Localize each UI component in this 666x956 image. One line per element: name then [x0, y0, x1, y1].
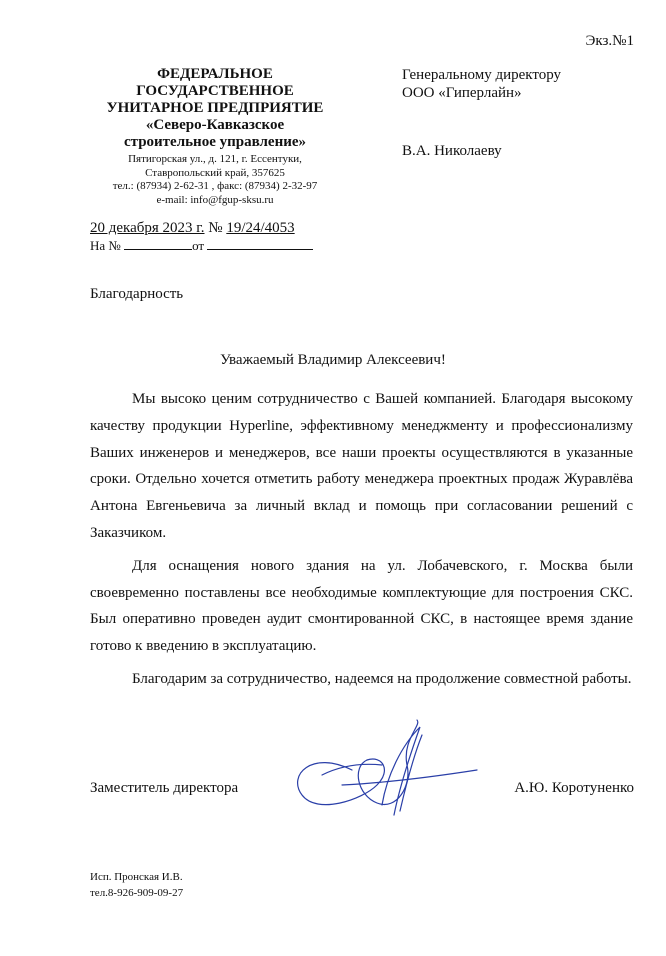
sender-name-line: ФЕДЕРАЛЬНОЕ — [157, 66, 273, 82]
recipient-company: ООО «Гиперлайн» — [402, 85, 522, 101]
signer-role: Заместитель директора — [90, 780, 239, 796]
sender-name-line: «Северо-Кавказское — [145, 117, 285, 133]
letter-date: 20 декабря 2023 г. — [90, 220, 205, 236]
reply-number-blank — [124, 237, 192, 250]
reply-date-blank — [207, 237, 313, 250]
sender-address — [80, 153, 350, 207]
body-paragraph: Для оснащения нового здания на ул. Лобачевского, г. Москва были своевременно поставлены все необходимые комплектующие для построения СКС. Был оперативно проведен аудит смонтированной СКС, в настоящее время здание готово к введению в эксплуатацию. — [90, 557, 633, 655]
letter-body — [90, 386, 633, 699]
sender-name-line: строительное управление» — [123, 134, 307, 150]
body-paragraph: Благодарим за сотрудничество, надеемся на продолжение совместной работы. — [132, 670, 632, 687]
signer-name: А.Ю. Коротуненко — [514, 780, 634, 796]
executor-phone: тел.8-926-909-09-27 — [90, 887, 184, 899]
handwritten-signature — [282, 715, 482, 830]
sender-name-line: ГОСУДАРСТВЕННОЕ — [136, 83, 294, 99]
email-line: e-mail: info@fgup-sksu.ru — [156, 193, 274, 206]
executor-name: Исп. Пронская И.В. — [90, 871, 183, 883]
address-line: Пятигорская ул., д. 121, г. Ессентуки, — [128, 153, 302, 165]
recipient-person: В.А. Николаеву — [402, 143, 502, 159]
recipient-block — [402, 66, 561, 160]
number-prefix: № — [208, 220, 223, 236]
sender-name-line: УНИТАРНОЕ ПРЕДПРИЯТИЕ — [106, 100, 324, 116]
body-paragraph: Мы высоко ценим сотрудничество с Вашей компанией. Благодаря высокому качеству продукции Hyperline, эффективному менеджменту и профессионализму Ваших инженеров и менеджеров, все наши проекты осуществляются в указанные сроки. Отдельно хочется отметить работу менеджера проектных продаж Журавлёва Антона Евгеньевича за личный вклад и помощь при согласовании решений с Заказчиком. — [90, 391, 633, 541]
address-line: Ставропольский край, 357625 — [145, 166, 285, 179]
letter-subject: Благодарность — [90, 286, 184, 302]
reply-from-prefix: от — [192, 238, 205, 253]
sender-block — [80, 66, 350, 207]
reply-reference-line — [90, 237, 313, 254]
executor-block — [90, 869, 183, 901]
phone-fax-line: тел.: (87934) 2-62-31 , факс: (87934) 2-32-97 — [112, 180, 318, 192]
recipient-position: Генеральному директору — [402, 67, 562, 83]
reply-number-prefix: На № — [90, 238, 121, 253]
letter-number: 19/24/4053 — [226, 220, 295, 236]
registration-line — [90, 218, 295, 238]
greeting: Уважаемый Владимир Алексеевич! — [220, 352, 446, 368]
copy-number-label: Экз.№1 — [585, 33, 634, 49]
